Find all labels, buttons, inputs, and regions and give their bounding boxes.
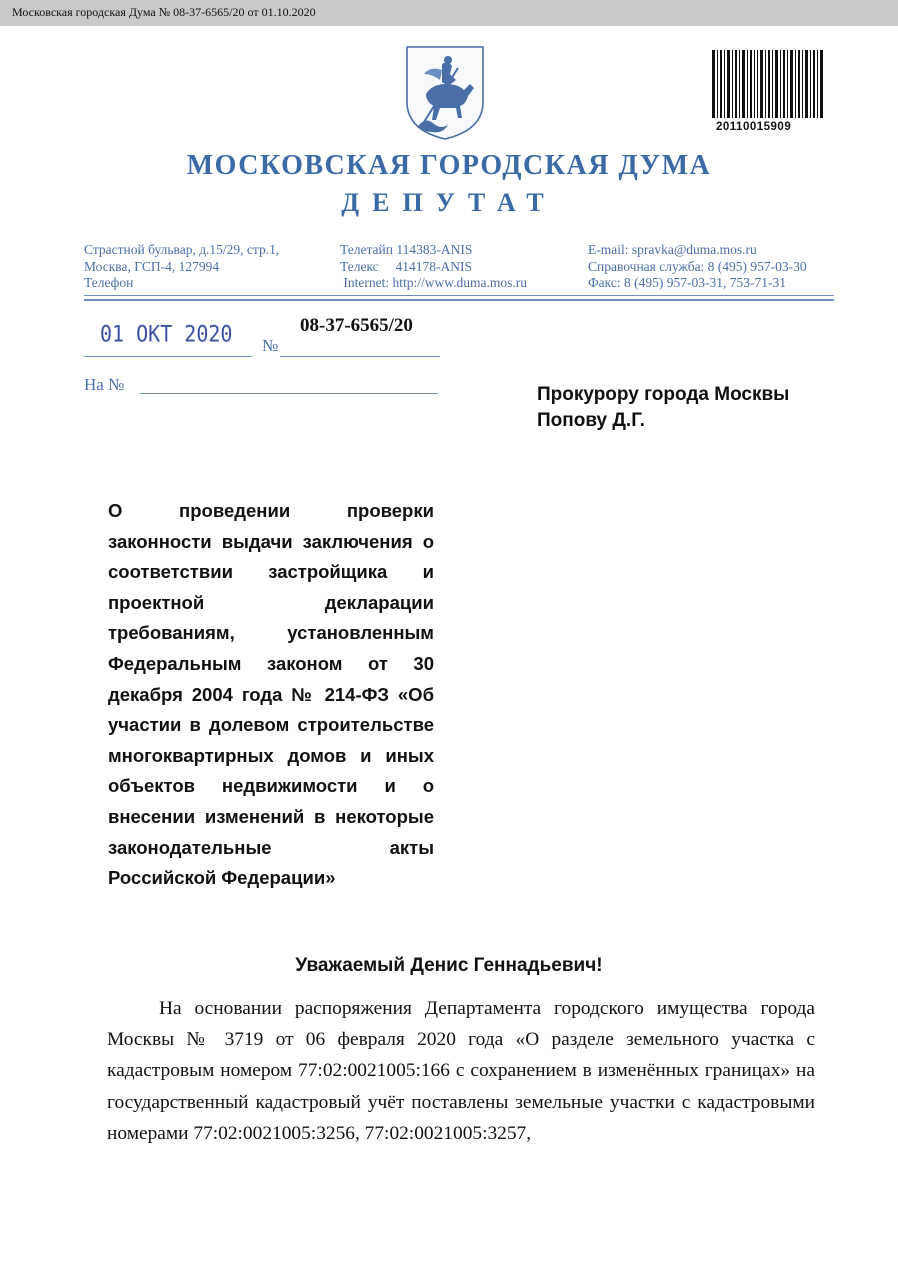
- contact-telecom: [340, 242, 527, 292]
- reply-to-underline: [140, 393, 438, 394]
- document-source-bar: Московская городская Дума № 08-37-6565/20 от 01.10.2020: [0, 0, 898, 26]
- contact-line: Телекс 414178-ANIS: [340, 258, 473, 274]
- letter-body-paragraph: На основании распоряжения Департамента городского имущества города Москвы № 3719 от 06 февраля 2020 года «О разделе земельного участка с кадастровым номером 77:02:0021005:166 с сохранением в изменённых границах» на государственный кадастровый учёт поставлены земельные участки с кадастровыми номерами 77:02:0021005:3256, 77:02:0021005:3257,: [107, 998, 815, 1144]
- header-divider: [84, 299, 834, 301]
- header-divider: [84, 295, 834, 296]
- addressee: [537, 382, 789, 434]
- contact-email-phone: [588, 242, 807, 292]
- date-stamp: 01 ОКТ 2020: [100, 320, 233, 348]
- moscow-coat-of-arms-icon: [404, 44, 486, 142]
- contact-line: Телетайп 114383-ANIS: [340, 242, 473, 257]
- contact-line: Страстной бульвар, д.15/29, стр.1,: [84, 242, 280, 257]
- contact-address: [84, 242, 279, 292]
- contact-line: Москва, ГСП-4, 127994: [84, 258, 220, 274]
- barcode-number: 20110015909: [716, 121, 792, 133]
- number-sign: №: [262, 336, 279, 355]
- addressee-name: Попову Д.Г.: [537, 410, 645, 431]
- registration-number: 08-37-6565/20: [300, 315, 413, 336]
- contact-line: Internet: http://www.duma.mos.ru: [340, 275, 527, 290]
- barcode-icon: [712, 50, 824, 118]
- contact-line: E-mail: spravka@duma.mos.ru: [588, 242, 757, 257]
- contact-line: Факс: 8 (495) 957-03-31, 753-71-31: [588, 275, 786, 290]
- reply-to-label: На №: [84, 375, 125, 394]
- salutation: Уважаемый Денис Геннадьевич!: [295, 955, 603, 976]
- date-underline: [84, 356, 252, 357]
- number-underline: [280, 356, 440, 357]
- contact-line: Телефон: [84, 275, 134, 290]
- organization-title: МОСКОВСКАЯ ГОРОДСКАЯ ДУМА: [186, 150, 712, 181]
- organization-subtitle: ДЕПУТАТ: [341, 188, 557, 217]
- letter-subject: О проведении проверки законности выдачи заключения о соответствии застройщика и проектной декларации требованиям, установленным Федеральным законом от 30 декабря 2004 года № 214-ФЗ «Об участии в долевом строительстве многоквартирных домов и иных объектов недвижимости и о внесении изменений в некоторые законодательные акты Российской Федерации»: [108, 500, 434, 889]
- addressee-position: Прокурору города Москвы: [537, 384, 790, 405]
- contact-line: Справочная служба: 8 (495) 957-03-30: [588, 258, 807, 274]
